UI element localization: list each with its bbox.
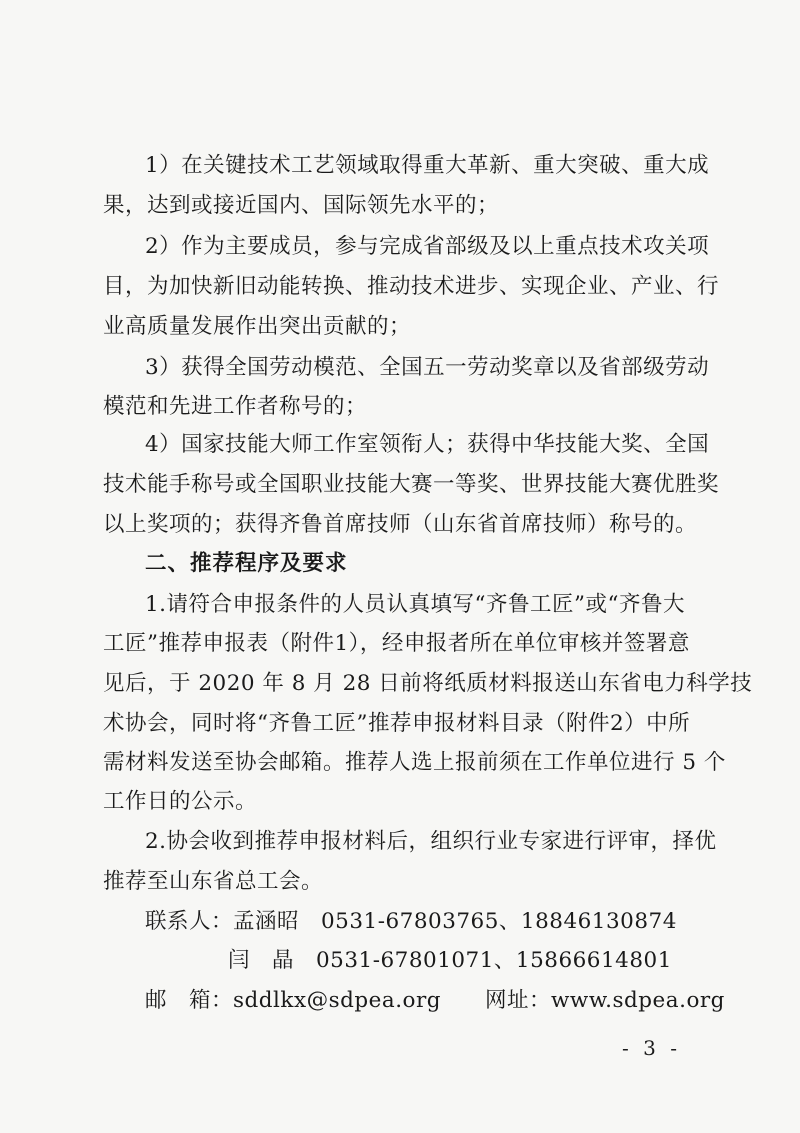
procedure-1-line-4: 术协会，同时将“齐鲁工匠”推荐申报材料目录（附件2）中所 xyxy=(103,711,691,736)
criterion-2-line-1: 2）作为主要成员，参与完成省部级及以上重点技术攻关项 xyxy=(145,234,710,259)
criterion-2-line-2: 目，为加快新旧动能转换、推动技术进步、实现企业、产业、行 xyxy=(103,274,720,299)
section-heading: 二、推荐程序及要求 xyxy=(145,551,348,576)
criterion-2-line-3: 业高质量发展作出突出贡献的； xyxy=(103,314,412,339)
criterion-3-line-1: 3）获得全国劳动模范、全国五一劳动奖章以及省部级劳动 xyxy=(145,355,710,380)
contact-person-1: 联系人：孟涵昭 0531-67803765、18846130874 xyxy=(145,909,677,934)
criterion-3-line-2: 模范和先进工作者称号的； xyxy=(103,394,368,419)
contact-email-website: 邮 箱：sddlkx@sdpea.org 网址：www.sdpea.org xyxy=(145,988,725,1013)
procedure-1-line-1: 1.请符合申报条件的人员认真填写“齐鲁工匠”或“齐鲁大 xyxy=(145,592,685,617)
procedure-1-line-3: 见后，于 2020 年 8 月 28 日前将纸质材料报送山东省电力科学技 xyxy=(103,671,753,696)
procedure-2-line-1: 2.协会收到推荐申报材料后，组织行业专家进行评审，择优 xyxy=(145,829,717,854)
criterion-1-line-1: 1）在关键技术工艺领域取得重大革新、重大突破、重大成 xyxy=(145,153,710,178)
procedure-1-line-6: 工作日的公示。 xyxy=(103,789,258,814)
criterion-4-line-3: 以上奖项的；获得齐鲁首席技师（山东省首席技师）称号的。 xyxy=(103,512,698,537)
criterion-1-line-2: 果，达到或接近国内、国际领先水平的； xyxy=(103,193,500,218)
contact-person-2: 闫 晶 0531-67801071、15866614801 xyxy=(228,948,672,973)
procedure-2-line-2: 推荐至山东省总工会。 xyxy=(103,869,324,894)
page-number: - 3 - xyxy=(622,1036,681,1060)
procedure-1-line-2: 工匠”推荐申报表（附件1），经申报者所在单位审核并签署意 xyxy=(103,631,690,656)
criterion-4-line-1: 4）国家技能大师工作室领衔人；获得中华技能大奖、全国 xyxy=(145,432,710,457)
criterion-4-line-2: 技术能手称号或全国职业技能大赛一等奖、世界技能大赛优胜奖 xyxy=(103,472,720,497)
procedure-1-line-5: 需材料发送至协会邮箱。推荐人选上报前须在工作单位进行 5 个 xyxy=(103,750,726,775)
